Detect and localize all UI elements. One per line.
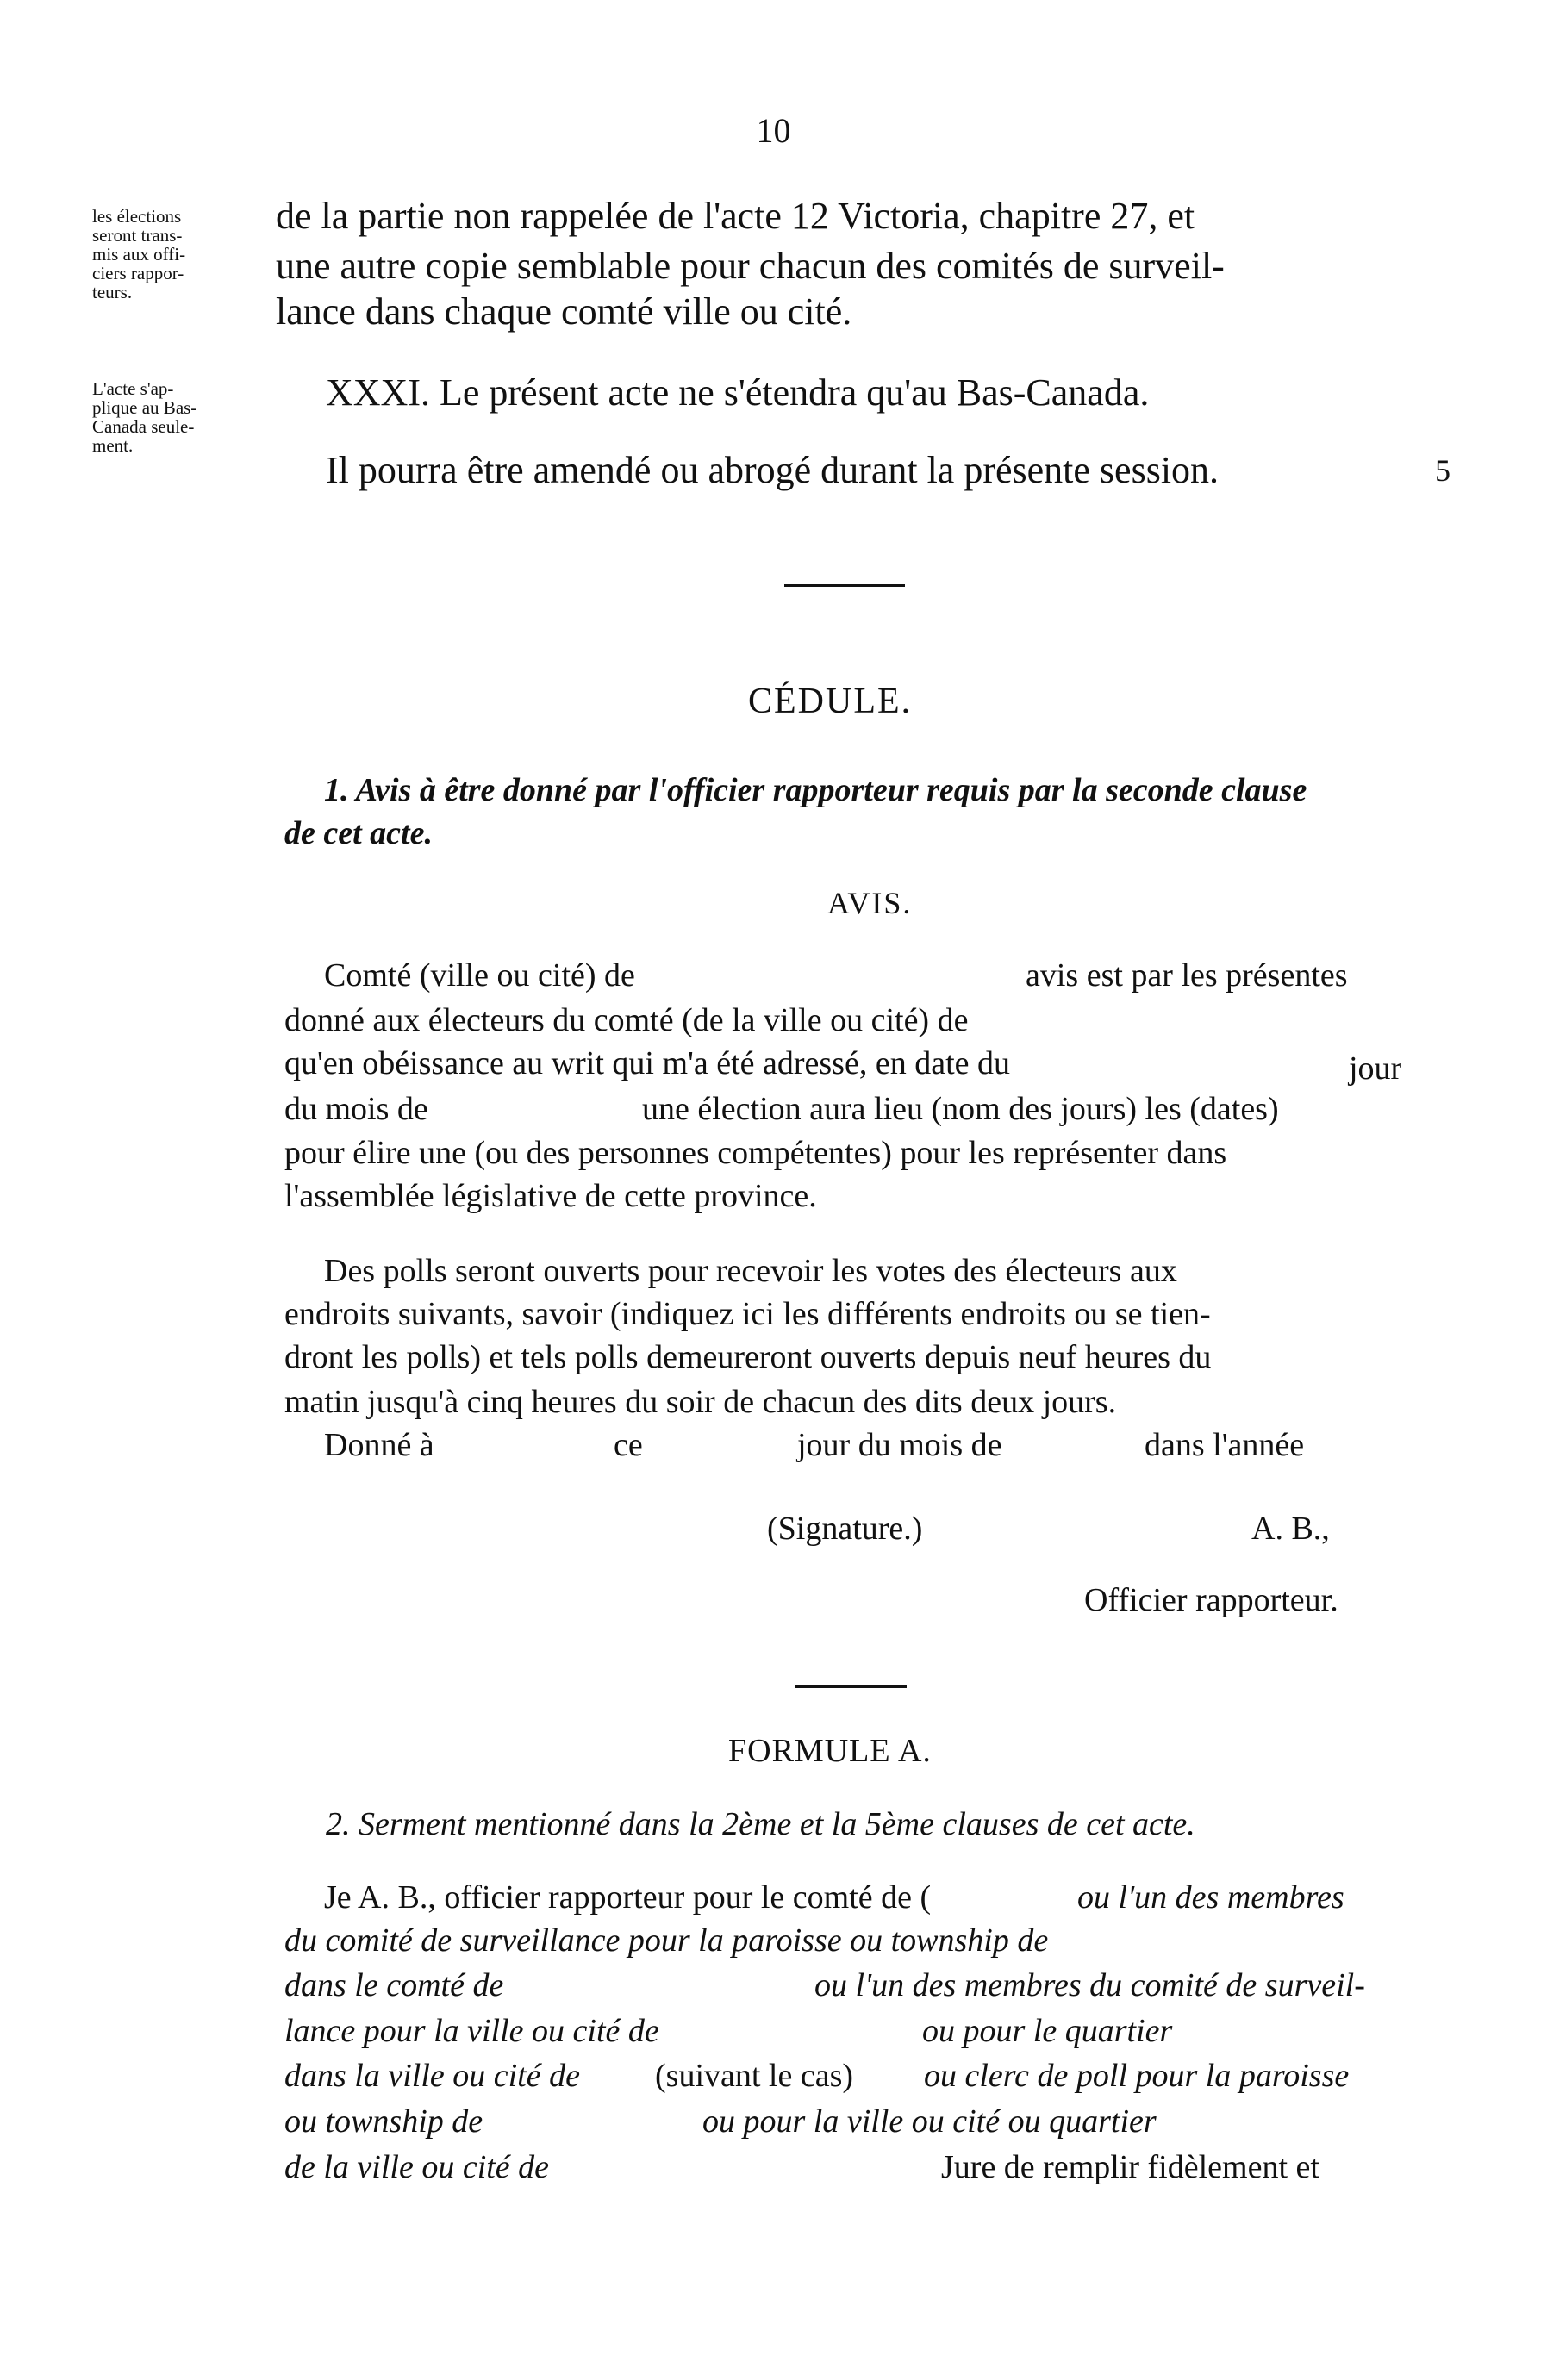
para1-line: une autre copie semblable pour chacun des comités de surveil-	[276, 245, 1225, 287]
oath-line: ou l'un des membres du comité de surveil-	[814, 1967, 1365, 2003]
para1-line: lance dans chaque comté ville ou cité.	[276, 290, 852, 333]
oath-line: ou pour le quartier	[922, 2013, 1173, 2049]
oath-line: de la ville ou cité de	[284, 2149, 550, 2185]
donne-ce: ce	[614, 1427, 643, 1463]
polls-line: matin jusqu'à cinq heures du soir de chacun des dits deux jours.	[284, 1384, 1117, 1420]
oath-line: ou township de	[284, 2103, 483, 2140]
officer-title: Officier rapporteur.	[1084, 1582, 1338, 1618]
para1-line: de la partie non rappelée de l'acte 12 Victoria, chapitre 27, et	[276, 195, 1195, 237]
donne-annee: dans l'année	[1145, 1427, 1305, 1463]
donne-jour: jour du mois de	[797, 1427, 1002, 1463]
margin-note-bas-canada: L'acte s'ap- plique au Bas- Canada seule- ment.	[92, 378, 197, 456]
avis-line: Comté (ville ou cité) de	[324, 957, 635, 994]
divider	[795, 1685, 907, 1688]
polls-line: endroits suivants, savoir (indiquez ici les différents endroits ou se tien-	[284, 1296, 1211, 1332]
avis-line: donné aux électeurs du comté (de la ville ou cité) de	[284, 1002, 969, 1038]
amend-clause: Il pourra être amendé ou abrogé durant la présente session.	[326, 449, 1220, 491]
polls-line: Des polls seront ouverts pour recevoir les votes des électeurs aux	[324, 1253, 1177, 1289]
oath-line: ou pour la ville ou cité ou quartier	[702, 2103, 1157, 2140]
oath-line: ou l'un des membres	[1077, 1879, 1344, 1916]
avis-line: pour élire une (ou des personnes compétentes) pour les représenter dans	[284, 1135, 1227, 1171]
avis-line: jour	[1349, 1050, 1402, 1087]
margin-note-elections: les élections seront trans- mis aux offi- ciers rappor- teurs.	[92, 206, 186, 302]
formule-title: FORMULE A.	[728, 1733, 932, 1769]
divider	[784, 584, 905, 587]
oath-line: dans le comté de	[284, 1967, 504, 2003]
avis-line: une élection aura lieu (nom des jours) les (dates)	[642, 1091, 1279, 1127]
oath-line: Jure de remplir fidèlement et	[941, 2149, 1319, 2185]
line-number: 5	[1435, 453, 1450, 488]
item1-line: de cet acte.	[284, 815, 433, 851]
oath-line: lance pour la ville ou cité de	[284, 2013, 659, 2049]
oath-line: (suivant le cas)	[655, 2058, 854, 2094]
oath-line: Je A. B., officier rapporteur pour le comté de (	[324, 1879, 932, 1916]
item2: 2. Serment mentionné dans la 2ème et la 5ème clauses de cet acte.	[326, 1806, 1195, 1842]
oath-line: ou clerc de poll pour la paroisse	[924, 2058, 1350, 2094]
polls-line: dront les polls) et tels polls demeureront ouverts depuis neuf heures du	[284, 1339, 1212, 1375]
item1-line: 1. Avis à être donné par l'officier rapporteur requis par la seconde clause	[324, 772, 1307, 808]
avis-line: l'assemblée législative de cette province.	[284, 1178, 817, 1214]
oath-line: dans la ville ou cité de	[284, 2058, 580, 2094]
signature-name: A. B.,	[1251, 1511, 1330, 1547]
signature-label: (Signature.)	[767, 1511, 923, 1547]
avis-line: avis est par les présentes	[1026, 957, 1348, 994]
oath-line: du comité de surveillance pour la paroisse ou township de	[284, 1922, 1049, 1959]
cedule-title: CÉDULE.	[748, 682, 913, 721]
section-31: XXXI. Le présent acte ne s'étendra qu'au Bas-Canada.	[326, 371, 1150, 414]
avis-line: du mois de	[284, 1091, 428, 1127]
page-number: 10	[756, 111, 791, 150]
avis-title: AVIS.	[827, 886, 913, 920]
avis-line: qu'en obéissance au writ qui m'a été adressé, en date du	[284, 1045, 1010, 1081]
donne-place: Donné à	[324, 1427, 434, 1463]
